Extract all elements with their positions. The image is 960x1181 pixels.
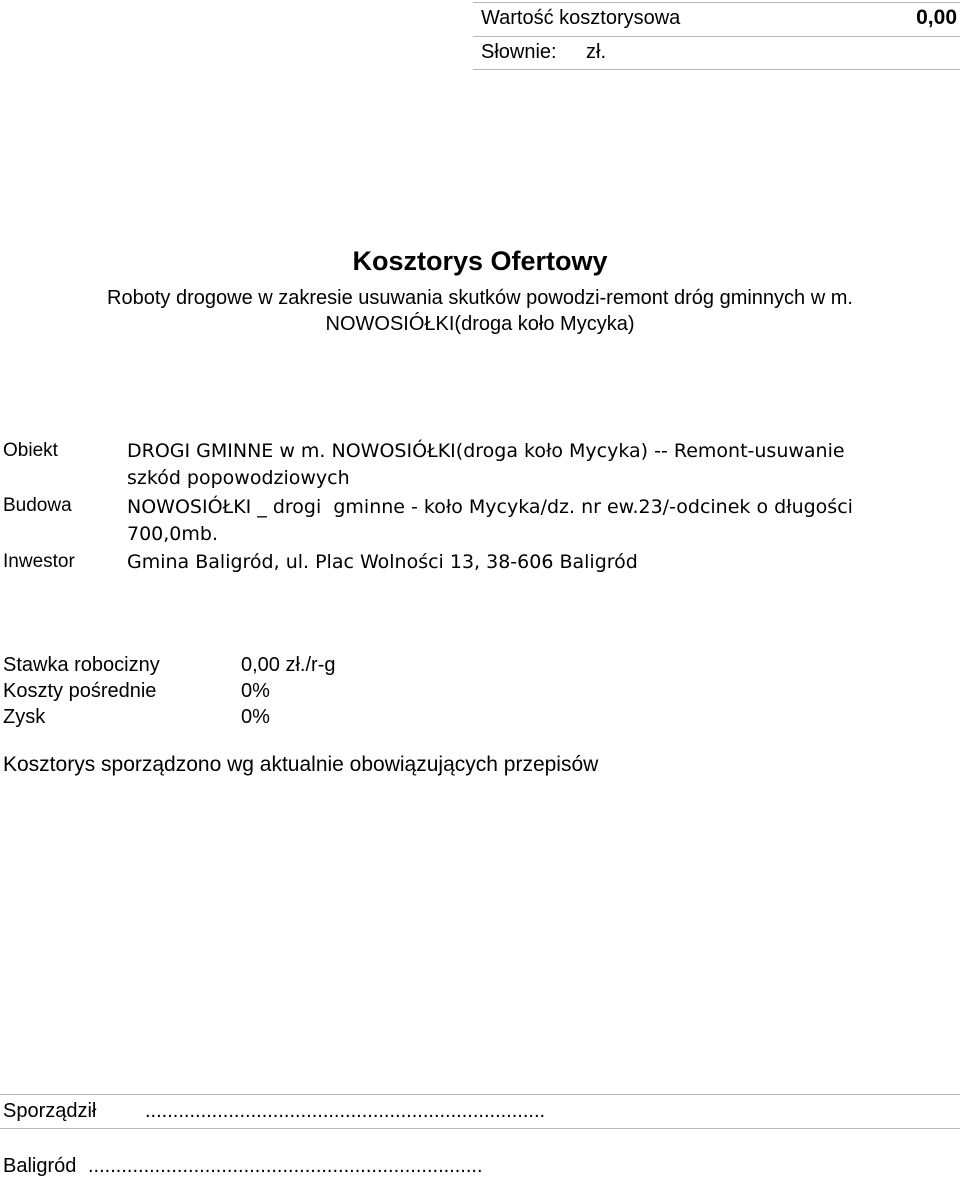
indirect-costs-label: Koszty pośrednie xyxy=(3,680,157,702)
subtitle-line-2: NOWOSIÓŁKI(droga koło Mycyka) xyxy=(325,313,635,335)
place-label: Baligród xyxy=(3,1155,77,1177)
signature-top-rule xyxy=(0,1094,960,1095)
obiekt-line-2: szkód popowodziowych xyxy=(127,467,350,489)
box-top-rule xyxy=(473,2,960,3)
obiekt-value xyxy=(127,438,845,492)
words-label: Słownie: xyxy=(481,41,557,63)
inwestor-label: Inwestor xyxy=(3,551,75,572)
inwestor-value: Gmina Baligród, ul. Plac Wolności 13, 38-606 Baligród xyxy=(127,551,638,573)
budowa-line-2: 700,0mb. xyxy=(127,523,219,545)
prepared-by-label: Sporządził xyxy=(3,1100,97,1122)
obiekt-label: Obiekt xyxy=(3,440,58,461)
cost-value-amount: 0,00 xyxy=(916,6,957,29)
document-title: Kosztorys Ofertowy xyxy=(352,246,608,276)
budowa-value xyxy=(127,494,853,548)
subtitle-line-1: Roboty drogowe w zakresie usuwania skutków powodzi-remont dróg gminnych w m. xyxy=(107,287,853,309)
labor-rate-value: 0,00 zł./r-g xyxy=(241,654,336,676)
signature-middle-rule xyxy=(0,1128,960,1129)
budowa-line-1: NOWOSIÓŁKI _ drogi gminne - koło Mycyka/dz. nr ew.23/-odcinek o długości xyxy=(127,496,853,518)
place-dots: ....................................................................... xyxy=(88,1155,483,1177)
cost-value-box xyxy=(473,0,960,70)
words-value: zł. xyxy=(586,41,606,63)
profit-value: 0% xyxy=(241,706,270,728)
cost-value-label: Wartość kosztorysowa xyxy=(481,7,681,29)
prepared-by-dots: ........................................................................ xyxy=(145,1100,546,1122)
indirect-costs-value: 0% xyxy=(241,680,270,702)
box-bottom-rule xyxy=(473,69,960,70)
document-subtitle xyxy=(0,285,960,337)
box-middle-rule xyxy=(473,36,960,37)
profit-label: Zysk xyxy=(3,706,46,728)
obiekt-line-1: DROGI GMINNE w m. NOWOSIÓŁKI(droga koło Mycyka) -- Remont-usuwanie xyxy=(127,440,845,462)
labor-rate-label: Stawka robocizny xyxy=(3,654,160,676)
regulation-note: Kosztorys sporządzono wg aktualnie obowiązujących przepisów xyxy=(3,753,599,776)
budowa-label: Budowa xyxy=(3,495,72,516)
